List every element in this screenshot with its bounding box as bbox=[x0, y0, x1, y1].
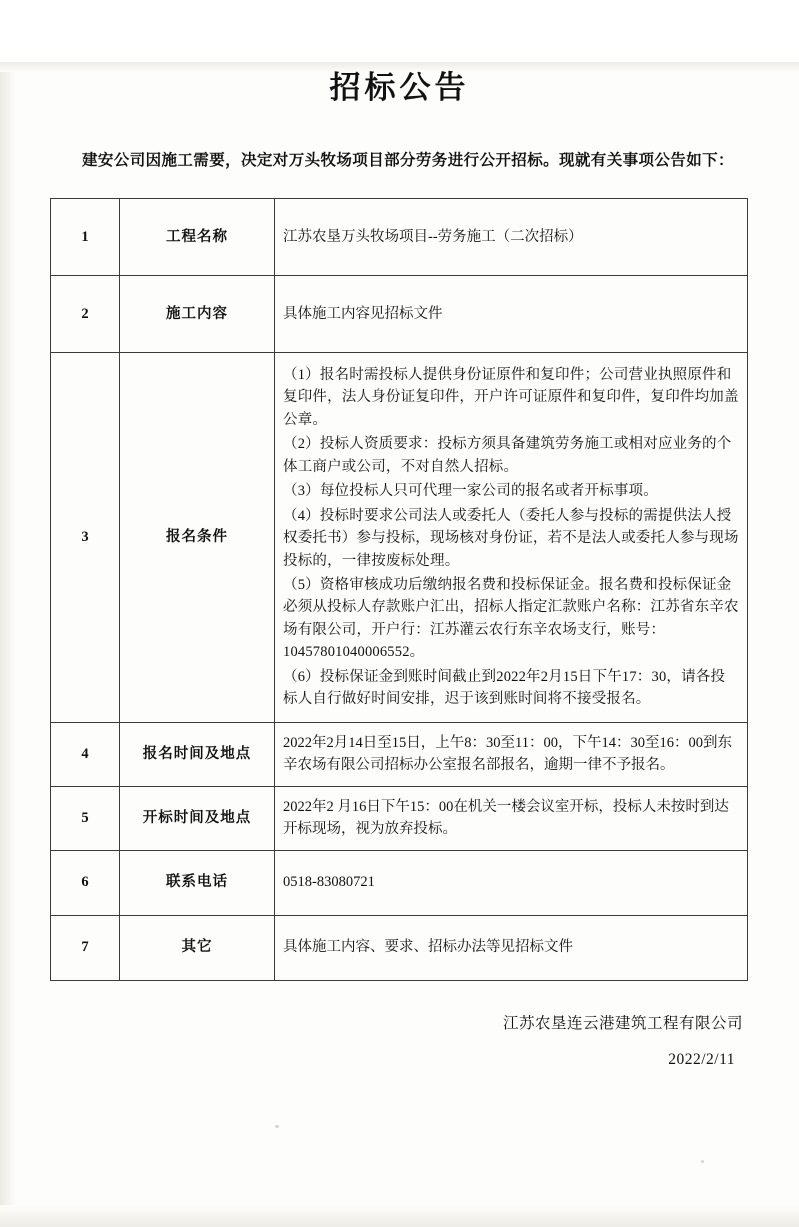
announcement-table bbox=[50, 198, 748, 981]
table-row bbox=[51, 786, 748, 850]
condition-item: （2）投标人资质要求：投标方须具备建筑劳务施工或相对应业务的个体工商户或公司，不对自然人招标。 bbox=[283, 436, 732, 475]
page-title: 招标公告 bbox=[329, 70, 470, 105]
row-value: 2022年2月14日至15日，上午8：30至11：00，下午14：30至16：00到东辛农场有限公司招标办公室报名部报名，逾期一律不予报名。 bbox=[275, 722, 748, 786]
condition-item: （4）投标时要求公司法人或委托人（委托人参与投标的需提供法人授权委托书）参与投标，现场核对身份证，若不是法人或委托人参与现场投标的，一律按废标处理。 bbox=[283, 507, 739, 569]
document-page bbox=[0, 62, 799, 1227]
row-label: 开标时间及地点 bbox=[120, 786, 275, 850]
table-row bbox=[51, 198, 748, 275]
row-value-conditions bbox=[275, 352, 748, 722]
row-number: 2 bbox=[51, 275, 120, 352]
condition-item: （3）每位投标人只可代理一家公司的报名或者开标事项。 bbox=[283, 483, 658, 500]
row-label: 报名条件 bbox=[120, 352, 275, 722]
intro-paragraph: 建安公司因施工需要，决定对万头牧场项目部分劳务进行公开招标。现就有关事项公告如下： bbox=[82, 152, 734, 169]
table-row bbox=[51, 275, 748, 352]
condition-item: （5）资格审核成功后缴纳报名费和投标保证金。报名费和投标保证金必须从投标人存款账户汇出，招标人指定汇款账户名称：江苏省东辛农场有限公司，开户行：江苏灌云农行东辛农场支行，账号：10457801040006552。 bbox=[283, 577, 739, 661]
row-number: 7 bbox=[51, 915, 120, 980]
table-row bbox=[51, 915, 748, 980]
scan-speck bbox=[701, 1160, 704, 1163]
table-row bbox=[51, 722, 748, 786]
condition-item: （6）投标保证金到账时间截止到2022年2月15日下午17：30，请各投标人自行做好时间安排，迟于该到账时间将不接受报名。 bbox=[283, 668, 726, 708]
document-content bbox=[0, 62, 799, 1069]
issue-date: 2022/2/11 bbox=[668, 1050, 735, 1068]
row-number: 1 bbox=[51, 198, 120, 275]
issuer-signature: 江苏农垦连云港建筑工程有限公司 bbox=[502, 1014, 743, 1032]
row-number: 4 bbox=[51, 722, 120, 786]
condition-item: （1）报名时需投标人提供身份证原件和复印件；公司营业执照原件和复印件，法人身份证复印件，开户许可证原件和复印件，复印件均加盖公章。 bbox=[283, 366, 739, 428]
row-label: 施工内容 bbox=[120, 275, 275, 352]
table-row bbox=[51, 850, 748, 915]
row-value: 江苏农垦万头牧场项目--劳务施工（二次招标） bbox=[275, 198, 748, 275]
row-number: 5 bbox=[51, 786, 120, 850]
row-number: 3 bbox=[51, 352, 120, 722]
row-label: 报名时间及地点 bbox=[120, 722, 275, 786]
row-value: 0518-83080721 bbox=[275, 850, 748, 915]
scan-edge-bottom bbox=[0, 1205, 799, 1227]
table-row bbox=[51, 352, 748, 722]
row-value: 具体施工内容、要求、招标办法等见招标文件 bbox=[275, 915, 748, 980]
row-value: 2022年2 月16日下午15：00在机关一楼会议室开标，投标人未按时到达开标现场，视为放弃投标。 bbox=[275, 786, 748, 850]
row-label: 工程名称 bbox=[120, 198, 275, 275]
scan-speck bbox=[275, 1125, 279, 1128]
row-label: 其它 bbox=[120, 915, 275, 980]
row-value: 具体施工内容见招标文件 bbox=[275, 275, 748, 352]
row-number: 6 bbox=[51, 850, 120, 915]
row-label: 联系电话 bbox=[120, 850, 275, 915]
